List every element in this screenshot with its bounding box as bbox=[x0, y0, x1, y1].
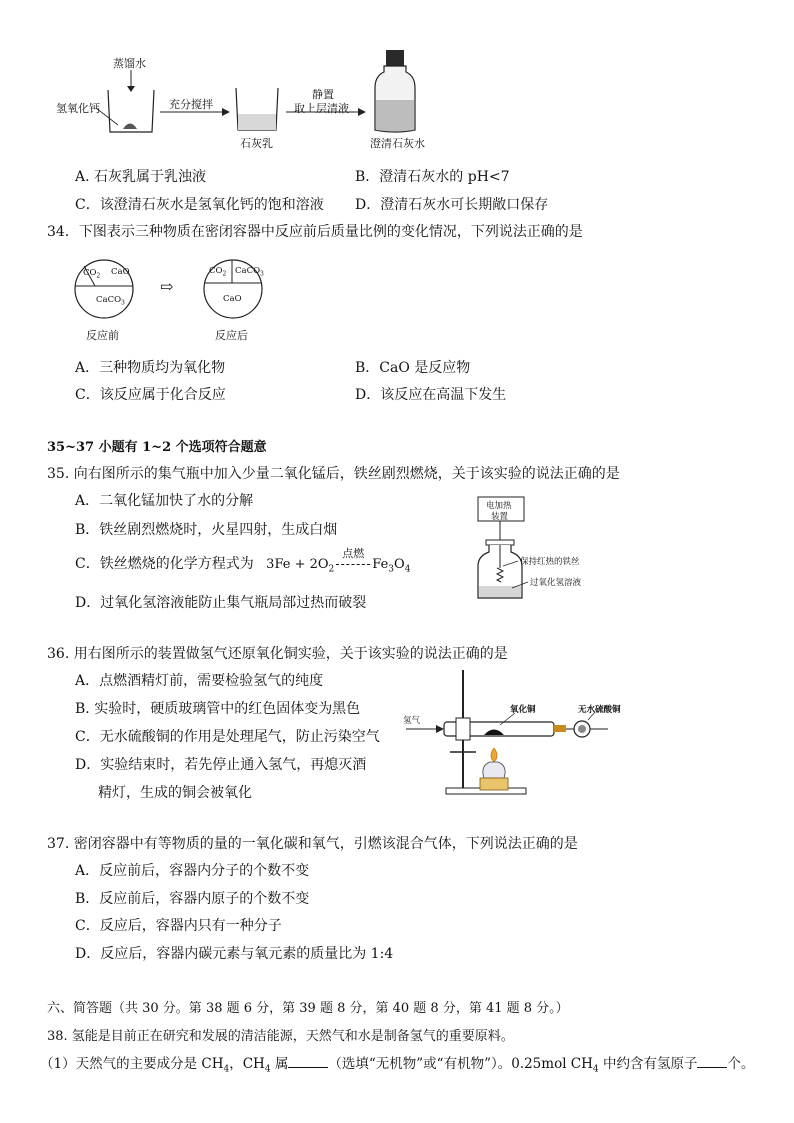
after-caco3-label: CaCO$_3$ bbox=[235, 266, 264, 278]
q36-option-b[interactable]: B. 实验时，硬质玻璃管中的红色固体变为黑色 bbox=[75, 701, 361, 717]
peroxide-solution-label: 过氧化氢溶液 bbox=[530, 578, 582, 588]
after-cao-label: CaO bbox=[223, 294, 242, 304]
q36-option-c[interactable]: C．无水硫酸铜的作用是处理尾气，防止污染空气 bbox=[75, 729, 380, 745]
before-co2-label: $CO_2$ bbox=[83, 268, 101, 280]
q34-option-a[interactable]: A．三种物质均为氧化物 bbox=[75, 360, 226, 376]
q38-stem: 38. 氢能是目前正在研究和发展的清洁能源，天然气和水是制备氢气的重要原料。 bbox=[47, 1029, 514, 1044]
copper-oxide-label: 氧化铜 bbox=[510, 705, 536, 715]
q37-option-c[interactable]: C．反应后，容器内只有一种分子 bbox=[75, 918, 282, 934]
calcium-hydroxide-label: 氢氧化钙 bbox=[56, 102, 100, 115]
q36-option-d-cont: 精灯，生成的铜会被氧化 bbox=[98, 785, 252, 801]
q35-option-b[interactable]: B．铁丝剧烈燃烧时，火星四射，生成白烟 bbox=[75, 522, 338, 538]
q35-stem: 35. 向右图所示的集气瓶中加入少量二氧化锰后，铁丝剧烈燃烧，关于该实验的说法正确的是 bbox=[47, 466, 620, 482]
section-6-heading: 六、简答题（共 30 分。第 38 题 6 分，第 39 题 8 分，第 40 题 8 分，第 41 题 8 分。） bbox=[47, 1001, 569, 1016]
q36-stem: 36. 用右图所示的装置做氢气还原氧化铜实验，关于该实验的说法正确的是 bbox=[47, 646, 508, 662]
q35-option-a[interactable]: A．二氧化锰加快了水的分解 bbox=[75, 493, 254, 509]
q36-option-d[interactable]: D．实验结束时，若先停止通入氢气，再熄灭酒 bbox=[75, 757, 367, 773]
heater-label-2: 装置 bbox=[491, 512, 509, 522]
q35-option-c[interactable]: C．铁丝燃烧的化学方程式为 $3Fe + 2O_2$ 点燃 $Fe_3O_4$ bbox=[75, 547, 411, 575]
anhydrous-cuso4-label: 无水硫酸铜 bbox=[578, 705, 621, 715]
clear-limewater-label: 澄清石灰水 bbox=[370, 137, 425, 150]
arrow-icon: ⇨ bbox=[160, 277, 174, 296]
hydrogen-label: 氢气 bbox=[403, 716, 421, 726]
q33-option-d[interactable]: D．澄清石灰水可长期敞口保存 bbox=[355, 197, 549, 213]
q37-stem: 37. 密闭容器中有等物质的量的一氧化碳和氧气，引燃该混合气体，下列说法正确的是 bbox=[47, 836, 578, 852]
lime-milk-label: 石灰乳 bbox=[240, 137, 273, 150]
before-caco3-label: CaCO$_3$ bbox=[96, 295, 125, 307]
settle-label: 静置 bbox=[312, 88, 334, 101]
after-caption: 反应后 bbox=[215, 329, 248, 342]
heater-label-1: 电加热 bbox=[486, 501, 512, 511]
q36-option-a[interactable]: A．点燃酒精灯前，需要检验氢气的纯度 bbox=[75, 673, 324, 689]
q38-part1: （1）天然气的主要成分是 $CH_4$，$CH_4$ 属 （选填“无机物”或“有机物”）。0.25mol $CH_4$ 中约含有氢原子 个。 bbox=[40, 1056, 755, 1075]
stir-label: 充分搅拌 bbox=[169, 98, 213, 111]
answer-blank-2[interactable] bbox=[697, 1055, 727, 1068]
q34-option-d[interactable]: D．该反应在高温下发生 bbox=[355, 387, 507, 403]
q37-option-b[interactable]: B．反应前后，容器内原子的个数不变 bbox=[75, 891, 310, 907]
combustion-equation: $3Fe + 2O_2$ 点燃 $Fe_3O_4$ bbox=[266, 547, 411, 575]
section-note: 35~37 小题有 1~2 个选项符合题意 bbox=[47, 440, 267, 455]
q34-option-b[interactable]: B．CaO 是反应物 bbox=[355, 360, 471, 376]
take-supernatant-label: 取上层清液 bbox=[294, 102, 349, 115]
before-cao-label: CaO bbox=[111, 267, 130, 277]
q33-option-c[interactable]: C．该澄清石灰水是氢氧化钙的饱和溶液 bbox=[75, 197, 324, 213]
q34-stem: 34．下图表示三种物质在密闭容器中反应前后质量比例的变化情况，下列说法正确的是 bbox=[47, 224, 583, 240]
distilled-water-label: 蒸馏水 bbox=[113, 57, 146, 70]
q33-option-a[interactable]: A. 石灰乳属于乳浊液 bbox=[75, 169, 207, 185]
q33-option-b[interactable]: B．澄清石灰水的 pH<7 bbox=[355, 169, 510, 185]
q37-option-d[interactable]: D．反应后，容器内碳元素与氧元素的质量比为 1:4 bbox=[75, 946, 394, 962]
answer-blank-1[interactable] bbox=[288, 1055, 328, 1068]
iron-wire-label: 保持红热的铁丝 bbox=[520, 557, 580, 567]
q35-option-d[interactable]: D．过氧化氢溶液能防止集气瓶局部过热而破裂 bbox=[75, 595, 367, 611]
q34-option-c[interactable]: C．该反应属于化合反应 bbox=[75, 387, 226, 403]
before-caption: 反应前 bbox=[86, 329, 119, 342]
q37-option-a[interactable]: A．反应前后，容器内分子的个数不变 bbox=[75, 863, 310, 879]
after-co2-label: $CO_2$ bbox=[209, 266, 227, 278]
